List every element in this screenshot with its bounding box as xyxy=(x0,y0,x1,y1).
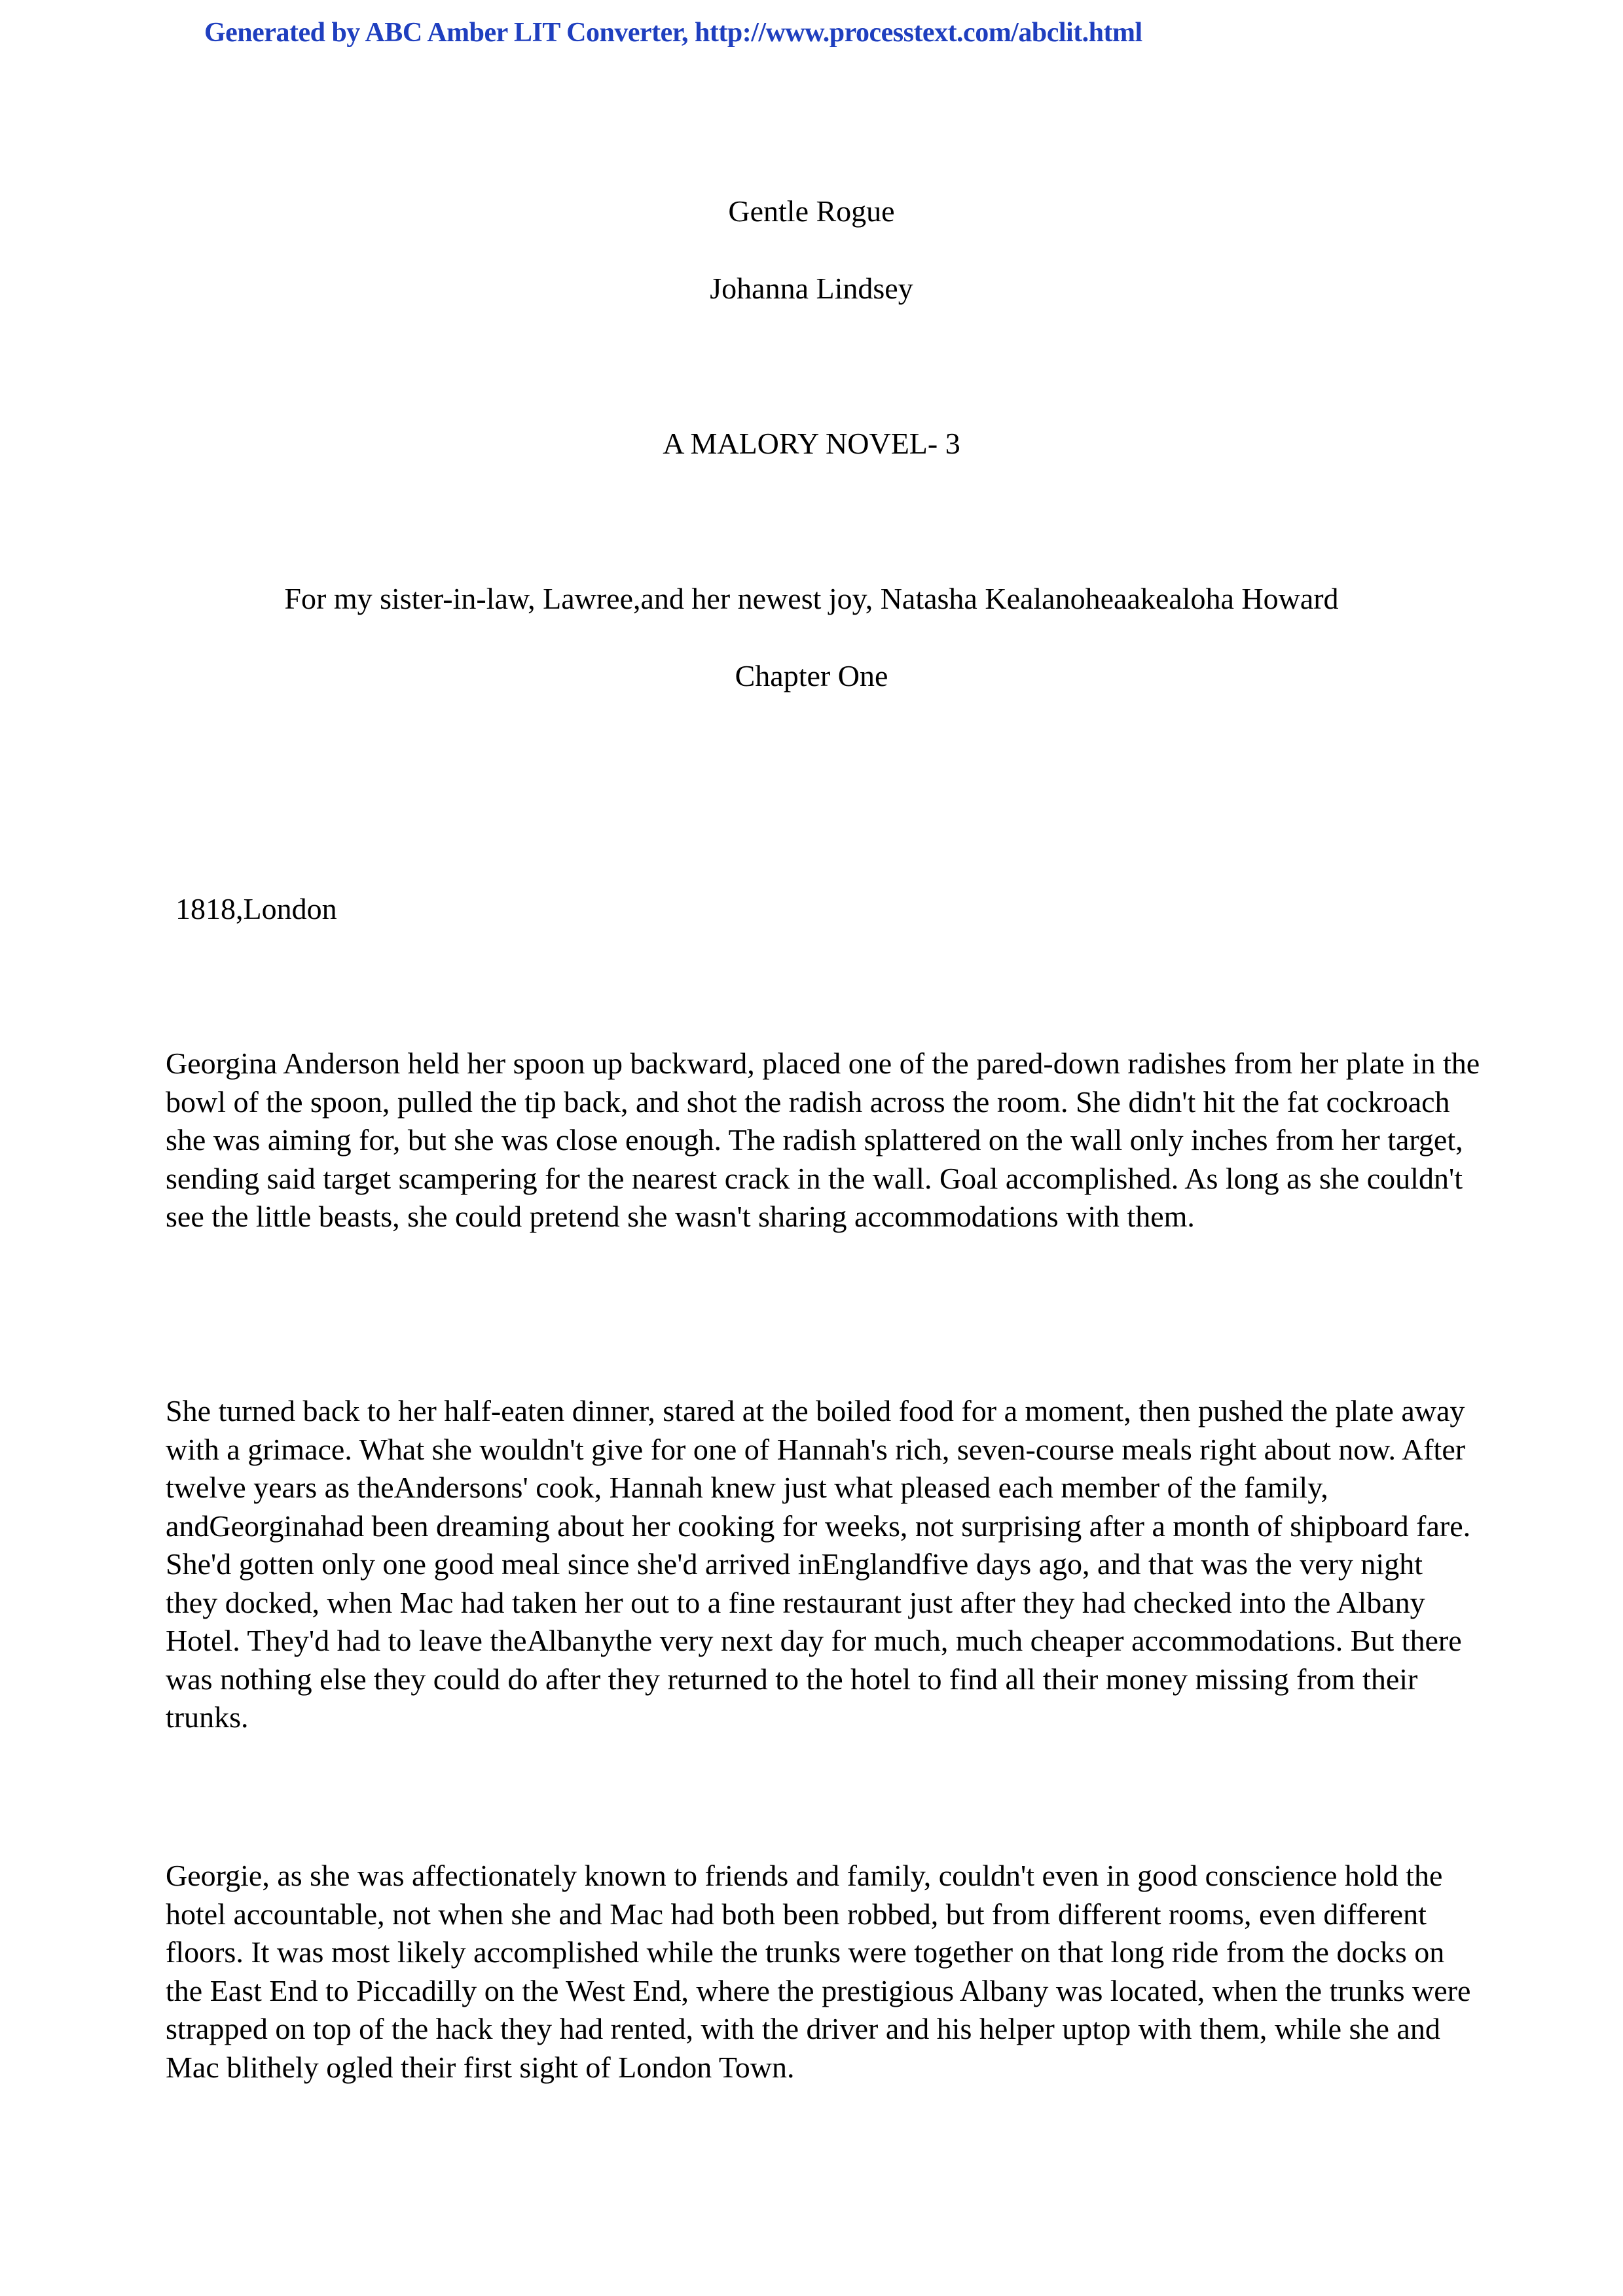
paragraph-1: Georgina Anderson held her spoon up backward, placed one of the pared-down radishes from her plate in the bowl of the spoon, pulled the tip back, and shot the radish across the room. She didn't hit the fat cockroach she was aiming for, but she was close enough. The radish splattered on the wall only inches from her target, sending said target scampering for the nearest crack in the wall. Goal accomplished. As long as she couldn't see the little beasts, she could pretend she wasn't sharing accommodations with them. xyxy=(166,1047,1480,1233)
series-line: A MALORY NOVEL- 3 xyxy=(663,427,960,460)
dedication: For my sister-in-law, Lawree,and her newest joy, Natasha Kealanoheaakealoha Howard xyxy=(284,582,1339,615)
author-name: Johanna Lindsey xyxy=(710,272,913,305)
paragraph-3: Georgie, as she was affectionately known to friends and family, couldn't even in good conscience hold the hotel accountable, not when she and Mac had both been robbed, but from different rooms, even different floors. It was most likely accomplished while the trunks were together on that long ride from the docks on the East End to Piccadilly on the West End, where the prestigious Albany was located, when the trunks were strapped on top of the hack they had rented, with the driver and his helper uptop with them, while she and Mac blithely ogled their first sight of London Town. xyxy=(166,1859,1471,2084)
dateline: 1818,London xyxy=(175,892,337,925)
book-title: Gentle Rogue xyxy=(728,194,895,228)
generator-header-link[interactable]: Generated by ABC Amber LIT Converter, http://www.processtext.com/abclit.html xyxy=(204,18,1142,48)
paragraph-2: She turned back to her half-eaten dinner, stared at the boiled food for a moment, then pushed the plate away with a grimace. What she wouldn't give for one of Hannah's rich, seven-course meals right about now. After twelve years as theAndersons' cook, Hannah knew just what pleased each member of the family, andGeorginahad been dreaming about her cooking for weeks, not surprising after a month of shipboard fare. She'd gotten only one good meal since she'd arrived inEnglandfive days ago, and that was the very night they docked, when Mac had taken her out to a fine restaurant just after they had checked into the Albany Hotel. They'd had to leave theAlbanythe very next day for much, much cheaper accommodations. But there was nothing else they could do after they returned to the hotel to find all their money missing from their trunks. xyxy=(166,1394,1471,1734)
chapter-heading: Chapter One xyxy=(735,659,888,692)
